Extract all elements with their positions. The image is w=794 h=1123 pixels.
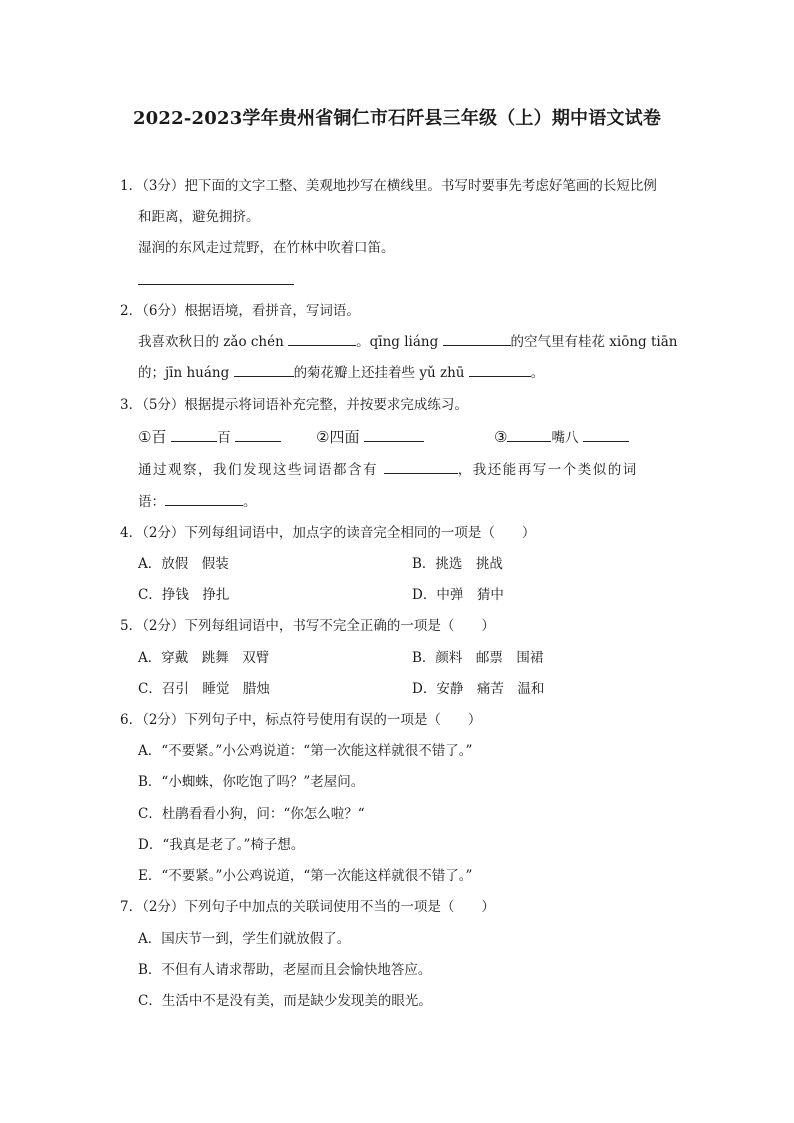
q4-option-b[interactable]: B．挑选 挑战 — [412, 556, 503, 572]
q3-blank-6[interactable] — [384, 461, 458, 474]
q2-line-1 — [138, 333, 677, 351]
q2-line-2 — [138, 364, 544, 382]
q2-blank-1[interactable] — [288, 333, 356, 346]
q3-header: 3．（5分）根据提示将词语补充完整，并按要求完成练习。 — [120, 397, 468, 413]
q6-option-e[interactable]: E．“不要紧。”小公鸡说道，“第一次能这样就很不错了。” — [138, 868, 473, 884]
q3-item-1-prefix: ①百 — [138, 428, 172, 446]
q3-word-label: 语： — [138, 494, 165, 510]
q6-option-c[interactable]: C．杜鹃看看小狗，问：“你怎么啦？“ — [138, 806, 365, 822]
q2-text-qingliang: 。qīng liáng — [356, 334, 443, 350]
q3-blank-2[interactable] — [235, 429, 281, 442]
q2-text-jinhuang: 的；jīn huáng — [138, 365, 234, 381]
q1-header-cont: 和距离，避免拥挤。 — [138, 209, 260, 225]
q3-blank-5[interactable] — [583, 429, 629, 442]
q3-blank-3[interactable] — [364, 429, 424, 442]
q3-item-2 — [316, 428, 424, 447]
q5-option-b[interactable]: B．颜料 邮票 围裙 — [412, 650, 544, 666]
q2-text-yuzhu: 的菊花瓣上还挂着些 yǔ zhū — [293, 365, 469, 381]
q3-line-2 — [138, 461, 638, 479]
q6-option-a[interactable]: A．“不要紧。”小公鸡说道：“第一次能这样就很不错了。” — [138, 743, 473, 759]
q5-header: 5．（2分）下列每组词语中，书写不完全正确的一项是（ ） — [120, 618, 495, 634]
q6-option-b[interactable]: B．“小蜘蛛，你吃饱了吗？”老屋问。 — [138, 774, 365, 790]
q3-item-2-prefix: ②四面 — [316, 428, 365, 446]
q7-option-b[interactable]: B．不但有人请求帮助，老屋而且会愉快地答应。 — [138, 962, 432, 978]
q3-observe-text: 通过观察，我们发现这些词语都含有 — [138, 462, 384, 478]
q3-blank-4[interactable] — [507, 429, 551, 442]
q4-option-c[interactable]: C．挣钱 挣扎 — [138, 587, 230, 603]
q2-text-zaochen: 我喜欢秋日的 zǎo chén — [138, 334, 289, 350]
q3-write-text: ，我还能再写一个类似的词 — [457, 462, 638, 478]
q4-header: 4．（2分）下列每组词语中，加点字的读音完全相同的一项是（ ） — [120, 525, 536, 541]
q2-blank-2[interactable] — [443, 333, 511, 346]
q5-option-c[interactable]: C．召引 睡觉 腊烛 — [138, 681, 270, 697]
q1-text: 湿润的东风走过荒野，在竹林中吹着口笛。 — [138, 240, 395, 256]
q6-header: 6．（2分）下列句子中，标点符号使用有误的一项是（ ） — [120, 712, 482, 728]
q7-header: 7．（2分）下列句子中加点的关联词使用不当的一项是（ ） — [120, 899, 495, 915]
q2-header: 2．（6分）根据语境，看拼音，写词语。 — [120, 303, 360, 319]
q3-line-3 — [138, 493, 257, 511]
q3-item-3 — [494, 428, 629, 447]
q2-text-end: 。 — [530, 365, 545, 381]
q2-text-xiongtian: 的空气里有桂花 xiōng tiān — [510, 334, 678, 350]
q3-item-3-mid: 嘴八 — [551, 430, 583, 446]
q2-blank-4[interactable] — [469, 364, 531, 377]
q4-option-a[interactable]: A．放假 假装 — [138, 556, 229, 572]
q5-option-d[interactable]: D．安静 痛苦 温和 — [412, 681, 545, 697]
q2-blank-3[interactable] — [234, 364, 294, 377]
q3-blank-1[interactable] — [171, 429, 217, 442]
q1-header: 1．（3分）把下面的文字工整、美观地抄写在横线里。书写时要事先考虑好笔画的长短比例 — [120, 178, 657, 194]
q7-option-a[interactable]: A．国庆节一到，学生们就放假了。 — [138, 931, 351, 947]
q1-answer-line[interactable] — [138, 284, 294, 285]
q3-item-1-mid: 百 — [217, 430, 236, 446]
q7-option-c[interactable]: C．生活中不是没有美，而是缺少发现美的眼光。 — [138, 993, 432, 1009]
q3-end: 。 — [243, 494, 257, 510]
q3-item-3-prefix: ③ — [494, 428, 508, 446]
q3-blank-7[interactable] — [165, 493, 243, 506]
q4-option-d[interactable]: D．中弹 猜中 — [412, 587, 504, 603]
q5-option-a[interactable]: A．穿戴 跳舞 双臂 — [138, 650, 270, 666]
q3-item-1 — [138, 428, 281, 447]
page-title: 2022-2023学年贵州省铜仁市石阡县三年级（上）期中语文试卷 — [132, 108, 662, 129]
q6-option-d[interactable]: D．“我真是老了。”椅子想。 — [138, 837, 305, 853]
